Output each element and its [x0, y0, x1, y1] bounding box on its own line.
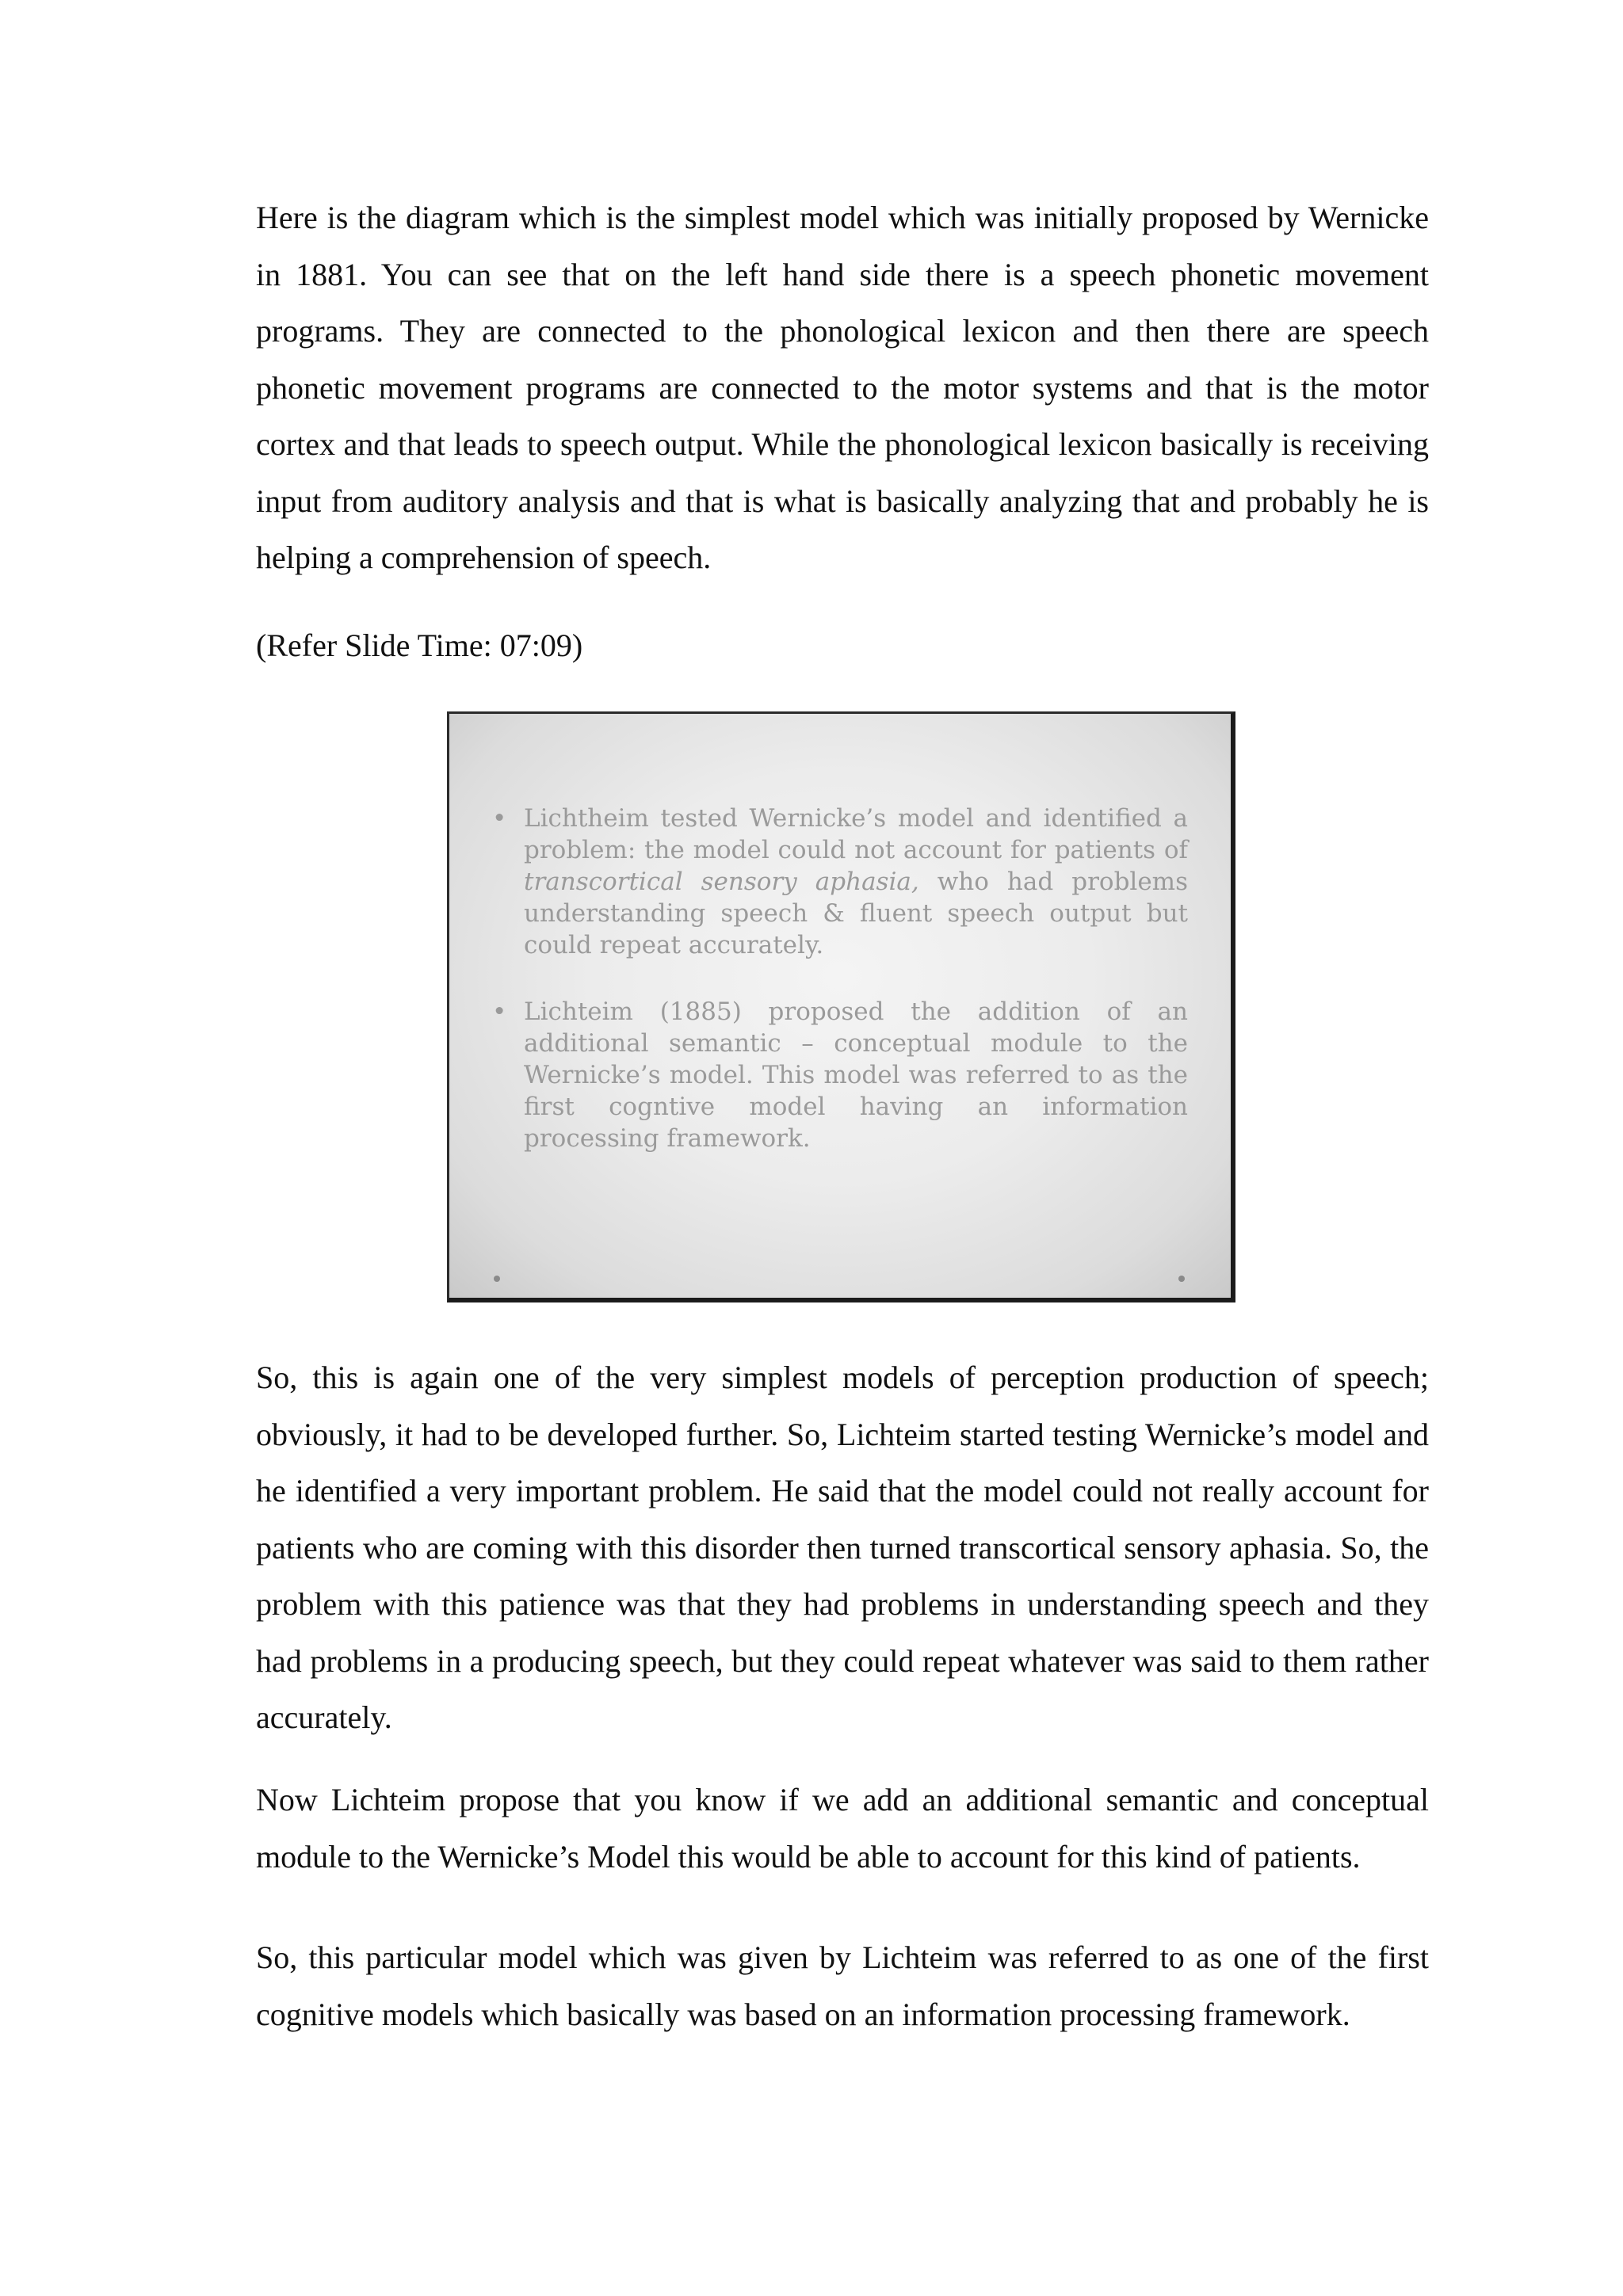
- paragraph-lichteim-problem: So, this is again one of the very simplest models of perception production of speech; obviously, it had to be developed further. So, Lichteim started testing Wernicke’s model and he identified a very important problem. He said that the model could not really account for patients who are coming with this disorder then turned transcortical sensory aphasia. So, the problem with this patience was that they had problems in understanding speech and they had problems in a producing speech, but they could repeat whatever was said to them rather accurately.: [256, 1360, 1429, 1735]
- lecture-slide-image: [447, 711, 1235, 1302]
- bullet-icon: •: [492, 804, 507, 833]
- slide-bullet-lichteim-proposed: [489, 996, 1188, 1154]
- slide-corner-dot-icon: [1178, 1276, 1185, 1282]
- slide-corner-dot-icon: [494, 1276, 500, 1282]
- paragraph-wernicke-model: Here is the diagram which is the simplest model which was initially proposed by Wernicke in 1881. You can see that on the left hand side there is a speech phonetic movement programs. They are connected to the phonological lexicon and then there are speech phonetic movement programs are connected to the motor systems and that is the motor cortex and that leads to speech output. While the phonological lexicon basically is receiving input from auditory analysis and that is what is basically analyzing that and probably he is helping a comprehension of speech.: [256, 200, 1429, 575]
- slide-bullet-italic-term: transcortical sensory aphasia,: [524, 868, 919, 896]
- slide-bullet-text: Lichteim (1885) proposed the addition of an additional semantic – conceptual module to the Wernicke’s model. This model was referred to as the first cogntive model having an information processing framework.: [524, 997, 1188, 1153]
- slide-bullet-lichtheim-tested: [489, 803, 1188, 961]
- paragraph-semantic-module: Now Lichteim propose that you know if we add an additional semantic and conceptual module to the Wernicke’s Model this would be able to account for this kind of patients.: [256, 1782, 1429, 1875]
- slide-bullet-text-end: who had problems understanding speech & fluent speech output but could repeat accurately.: [524, 868, 1188, 959]
- refer-slide-time: (Refer Slide Time: 07:09): [256, 627, 583, 663]
- slide-bullet-list: [489, 803, 1188, 1189]
- bullet-icon: •: [492, 997, 507, 1026]
- slide-bullet-text-start: Lichtheim tested Wernicke’s model and identified a problem: the model could not account for patients of: [524, 804, 1188, 864]
- paragraph-cognitive-model: So, this particular model which was given by Lichteim was referred to as one of the first cognitive models which basically was based on an information processing framework.: [256, 1939, 1429, 2032]
